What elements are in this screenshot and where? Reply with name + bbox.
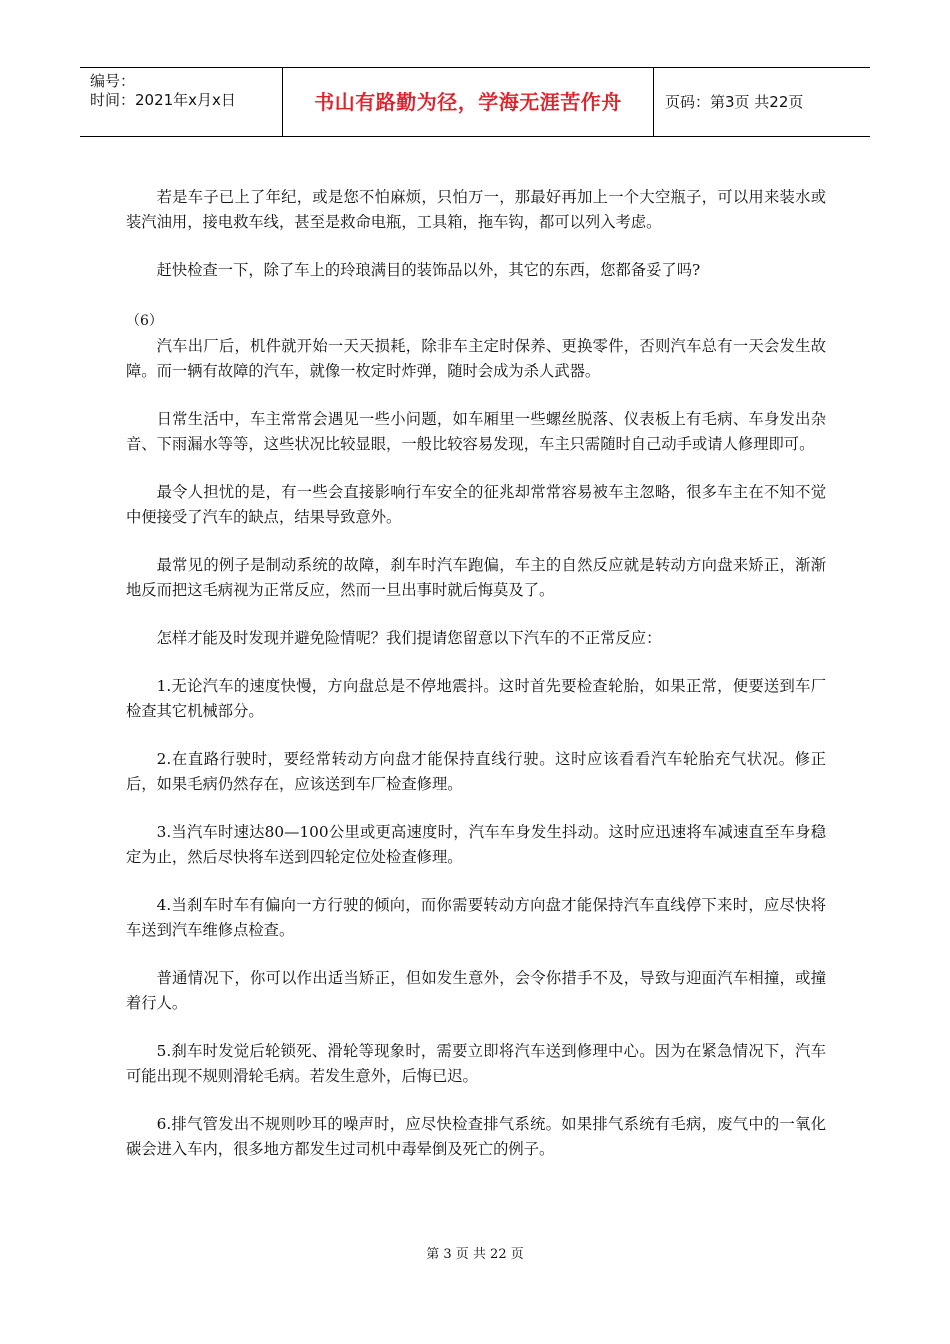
date-label: 时间：2021年x月x日	[90, 91, 236, 109]
paragraph: 若是车子已上了年纪，或是您不怕麻烦，只怕万一，那最好再加上一个大空瓶子，可以用来装水或装汽油用，接电救车线，甚至是救命电瓶，工具箱，拖车钩，都可以列入考虑。	[126, 188, 826, 231]
list-item: 5.刹车时发觉后轮锁死、滑轮等现象时，需要立即将汽车送到修理中心。因为在紧急情况下，汽车可能出现不规则滑轮毛病。若发生意外，后悔已迟。	[126, 1042, 826, 1085]
paragraph: 普通情况下，你可以作出适当矫正，但如发生意外，会令你措手不及，导致与迎面汽车相撞，或撞着行人。	[126, 969, 826, 1012]
paragraph: 怎样才能及时发现并避免险情呢？我们提请您留意以下汽车的不正常反应：	[156, 629, 662, 647]
list-item: 6.排气管发出不规则吵耳的噪声时，应尽快检查排气系统。如果排气系统有毛病，废气中的一氧化碳会进入车内，很多地方都发生过司机中毒晕倒及死亡的例子。	[126, 1115, 826, 1158]
list-item: 1.无论汽车的速度快慢，方向盘总是不停地震抖。这时首先要检查轮胎，如果正常，便要送到车厂检查其它机械部分。	[126, 677, 826, 720]
list-item: 3.当汽车时速达80—100公里或更高速度时，汽车车身发生抖动。这时应迅速将车减速直至车身稳定为止，然后尽快将车送到四轮定位处检查修理。	[126, 823, 826, 866]
paragraph: 汽车出厂后，机件就开始一天天损耗，除非车主定时保养、更换零件，否则汽车总有一天会发生故障。而一辆有故障的汽车，就像一枚定时炸弹，随时会成为杀人武器。	[126, 337, 826, 380]
paragraph: 最常见的例子是制动系统的故障，刹车时汽车跑偏，车主的自然反应就是转动方向盘来矫正，渐渐地反而把这毛病视为正常反应，然而一旦出事时就后悔莫及了。	[126, 556, 826, 599]
paragraph: 赶快检查一下，除了车上的玲琅满目的装饰品以外，其它的东西，您都备妥了吗?	[156, 261, 701, 279]
document-body	[126, 185, 826, 1185]
paragraph: 最令人担忧的是，有一些会直接影响行车安全的征兆却常常容易被车主忽略，很多车主在不知不觉中便接受了汽车的缺点，结果导致意外。	[126, 483, 826, 526]
motto: 书山有路勤为径，学海无涯苦作舟	[314, 90, 622, 114]
page-header	[80, 67, 870, 137]
header-page-cell	[655, 68, 870, 136]
number-label: 编号：	[90, 72, 136, 90]
page-footer: 第 3 页 共 22 页	[426, 1247, 524, 1262]
list-item: 4.当刹车时车有偏向一方行驶的倾向，而你需要转动方向盘才能保持汽车直线停下来时，应尽快将车送到汽车维修点检查。	[126, 896, 826, 939]
header-motto-cell	[283, 68, 654, 136]
paragraph: 日常生活中，车主常常会遇见一些小问题，如车厢里一些螺丝脱落、仪表板上有毛病、车身发出杂音、下雨漏水等等，这些状况比较显眼，一般比较容易发现，车主只需随时自己动手或请人修理即可。	[126, 410, 826, 453]
page-info: 页码：第3页 共22页	[665, 93, 804, 111]
header-info-cell	[80, 68, 283, 136]
section-number: （6）	[126, 313, 163, 329]
list-item: 2.在直路行驶时，要经常转动方向盘才能保持直线行驶。这时应该看看汽车轮胎充气状况。修正后，如果毛病仍然存在，应该送到车厂检查修理。	[126, 750, 826, 793]
